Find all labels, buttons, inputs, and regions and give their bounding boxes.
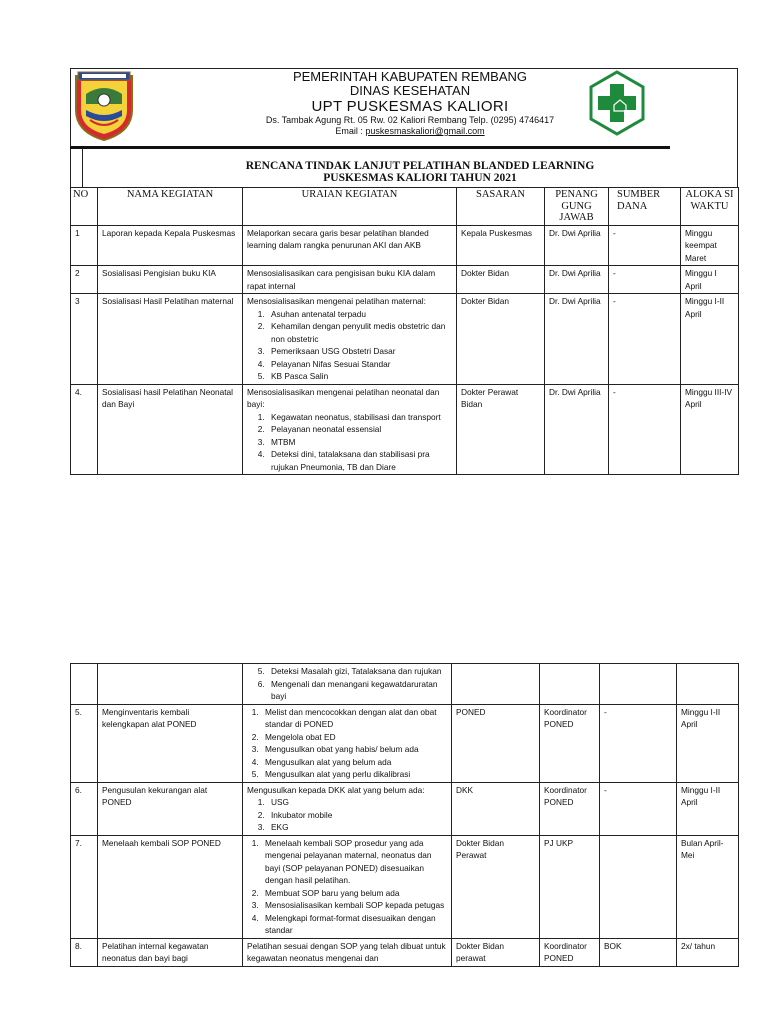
cell-no: 6. (71, 782, 98, 835)
list-item: 3. Pemeriksaan USG Obstetri Dasar (267, 345, 452, 358)
list-item: 3. Mensosialisasikan kembali SOP kepada petugas (261, 899, 447, 912)
cell-uraian (243, 704, 452, 782)
cell-kegiatan: Sosialisasi Hasil Pelatihan maternal (98, 294, 243, 385)
cell-waktu: Minggu I April (681, 266, 739, 294)
cell-kegiatan: Menelaah kembali SOP PONED (98, 835, 243, 938)
table-row (71, 664, 739, 705)
cell-waktu: Minggu I-II April (677, 704, 739, 782)
table-row (71, 835, 739, 938)
table-row (71, 225, 739, 266)
cell-pj: Dr. Dwi Aprilia (545, 294, 609, 385)
list-item: 1. USG (267, 796, 447, 809)
cell-sasaran: Dokter Bidan perawat (452, 938, 540, 966)
cell-no: 8. (71, 938, 98, 966)
cell-waktu (677, 664, 739, 705)
letterhead-department: DINAS KESEHATAN (349, 83, 471, 98)
table-row (71, 294, 739, 385)
cell-waktu: Minggu I-II April (677, 782, 739, 835)
col-kegiatan: NAMA KEGIATAN (98, 188, 243, 226)
cell-uraian (243, 294, 457, 385)
list-item: 4. Melengkapi format-format disesuaikan dengan standar (261, 912, 447, 937)
cell-no (71, 664, 98, 705)
cell-uraian: Pelatihan sesuai dengan SOP yang telah dibuat untuk kegawatan neonatus mengenai dan (243, 938, 452, 966)
cell-sasaran: Dokter Perawat Bidan (457, 384, 545, 475)
cell-waktu: 2x/ tahun (677, 938, 739, 966)
cell-kegiatan: Sosialisasi Pengisian buku KIA (98, 266, 243, 294)
col-dana: SUMBER DANA (609, 188, 681, 226)
list-item: 4. Mengusulkan alat yang belum ada (261, 756, 447, 769)
list-item: 1. Melist dan mencocokkan dengan alat dan obat standar di PONED (261, 706, 447, 731)
table-row (71, 384, 739, 475)
title-line-2: PUSKESMAS KALIORI TAHUN 2021 (323, 172, 517, 184)
uraian-list (247, 411, 452, 474)
document-title (140, 160, 700, 184)
cell-kegiatan: Pengusulan kekurangan alat PONED (98, 782, 243, 835)
uraian-list (247, 308, 452, 383)
cell-sasaran: Dokter Bidan Perawat (452, 835, 540, 938)
list-item: 6. Mengenali dan menangani kegawatdaruratan bayi (267, 678, 447, 703)
uraian-intro: Mensosialisasikan mengenai pelatihan maternal: (247, 296, 426, 306)
cell-no: 2 (71, 266, 98, 294)
letterhead-divider (70, 146, 670, 149)
puskesmas-cross-icon (588, 70, 646, 136)
col-sasaran: SASARAN (457, 188, 545, 226)
cell-dana (600, 835, 677, 938)
list-item: 5. KB Pasca Salin (267, 370, 452, 383)
cell-dana: - (609, 266, 681, 294)
cell-sasaran: DKK (452, 782, 540, 835)
list-item: 3. EKG (267, 821, 447, 834)
title-line-1: RENCANA TINDAK LANJUT PELATIHAN BLANDED LEARNING (245, 160, 595, 172)
cell-waktu: Minggu keempat Maret (681, 225, 739, 266)
table-row (71, 266, 739, 294)
cell-dana: - (609, 384, 681, 475)
cell-uraian (243, 384, 457, 475)
list-item: 1. Menelaah kembali SOP prosedur yang ada mengenai pelayanan maternal, neonatus dan bayi (SOP pelayanan PONED) disesuaikan dengan hasil pelatihan. (261, 837, 447, 887)
list-item: 4. Deteksi dini, tatalaksana dan stabilisasi pra rujukan Pneumonia, TB dan Diare (267, 448, 452, 473)
list-item: 5. Mengusulkan alat yang perlu dikalibrasi (261, 768, 447, 781)
letterhead-government: PEMERINTAH KABUPATEN REMBANG (292, 69, 528, 84)
cell-uraian (243, 782, 452, 835)
plan-table (70, 187, 739, 475)
col-uraian: URAIAN KEGIATAN (243, 188, 457, 226)
cell-waktu: Minggu I-II April (681, 294, 739, 385)
cell-dana: BOK (600, 938, 677, 966)
cell-no: 3 (71, 294, 98, 385)
list-item: 2. Mengelola obat ED (261, 731, 447, 744)
frame-line-inner (82, 148, 83, 188)
cell-kegiatan (98, 664, 243, 705)
list-item: 2. Membuat SOP baru yang belum ada (261, 887, 447, 900)
table-header-row (71, 188, 739, 226)
cell-kegiatan: Pelatihan internal kegawatan neonatus dan bayi bagi (98, 938, 243, 966)
table-row (71, 704, 739, 782)
cell-sasaran: Dokter Bidan (457, 294, 545, 385)
list-item: 5. Deteksi Masalah gizi, Tatalaksana dan rujukan (267, 665, 447, 678)
cell-pj (540, 664, 600, 705)
cell-sasaran: Kepala Puskesmas (457, 225, 545, 266)
cell-kegiatan: Sosialisasi hasil Pelatihan Neonatal dan Bayi (98, 384, 243, 475)
uraian-list (247, 665, 447, 703)
cell-dana: - (600, 782, 677, 835)
uraian-intro: Mensosialisasikan mengenai pelatihan neonatal dan bayi: (247, 386, 440, 409)
letterhead-address: Ds. Tambak Agung Rt. 05 Rw. 02 Kaliori Rembang Telp. (0295) 4746417 (265, 115, 555, 125)
uraian-list (247, 837, 447, 937)
cell-dana: - (600, 704, 677, 782)
cell-sasaran (452, 664, 540, 705)
plan-table-continued (70, 663, 739, 967)
cell-kegiatan: Laporan kepada Kepala Puskesmas (98, 225, 243, 266)
cell-pj: Dr. Dwi Aprilia (545, 225, 609, 266)
list-item: 2. Pelayanan neonatal essensial (267, 423, 452, 436)
cell-no: 5. (71, 704, 98, 782)
cell-no: 4. (71, 384, 98, 475)
email-link[interactable]: puskesmaskaliori@gmail.com (365, 126, 485, 136)
list-item: 2. Kehamilan dengan penyulit medis obstetric dan non obstetric (267, 320, 452, 345)
cell-dana (600, 664, 677, 705)
cell-kegiatan: Menginventaris kembali kelengkapan alat PONED (98, 704, 243, 782)
list-item: 4. Pelayanan Nifas Sesuai Standar (267, 358, 452, 371)
list-item: 3. MTBM (267, 436, 452, 449)
col-waktu: ALOKA SI WAKTU (681, 188, 739, 226)
list-item: 1. Kegawatan neonatus, stabilisasi dan transport (267, 411, 452, 424)
cell-pj: Koordinator PONED (540, 938, 600, 966)
cell-no: 7. (71, 835, 98, 938)
cell-sasaran: PONED (452, 704, 540, 782)
uraian-list (247, 796, 447, 834)
table-row (71, 938, 739, 966)
cell-uraian (243, 664, 452, 705)
list-item: 2. Inkubator mobile (267, 809, 447, 822)
list-item: 1. Asuhan antenatal terpadu (267, 308, 452, 321)
cell-waktu: Bulan April-Mei (677, 835, 739, 938)
letterhead-institution: UPT PUSKESMAS KALIORI (311, 98, 509, 115)
cell-pj: PJ UKP (540, 835, 600, 938)
cell-pj: Koordinator PONED (540, 782, 600, 835)
cell-uraian (243, 835, 452, 938)
cell-pj: Koordinator PONED (540, 704, 600, 782)
col-pj: PENANG GUNG JAWAB (545, 188, 609, 226)
cell-uraian: Melaporkan secara garis besar pelatihan blanded learning dalam rangka penurunan AKI dan AKB (243, 225, 457, 266)
cell-dana: - (609, 294, 681, 385)
uraian-list (247, 706, 447, 781)
cell-pj: Dr. Dwi Aprilia (545, 266, 609, 294)
cell-uraian: Mensosialisasikan cara pengisisan buku KIA dalam rapat internal (243, 266, 457, 294)
table-row (71, 782, 739, 835)
cell-pj: Dr. Dwi Aprilia (545, 384, 609, 475)
list-item: 3. Mengusulkan obat yang habis/ belum ada (261, 743, 447, 756)
rembang-crest-icon (72, 70, 136, 142)
uraian-intro: Mengusulkan kepada DKK alat yang belum ada: (247, 784, 425, 795)
cell-waktu: Minggu III-IV April (681, 384, 739, 475)
email-label: Email : (335, 126, 366, 136)
cell-dana: - (609, 225, 681, 266)
cell-sasaran: Dokter Bidan (457, 266, 545, 294)
cell-no: 1 (71, 225, 98, 266)
col-no: NO (71, 188, 98, 226)
